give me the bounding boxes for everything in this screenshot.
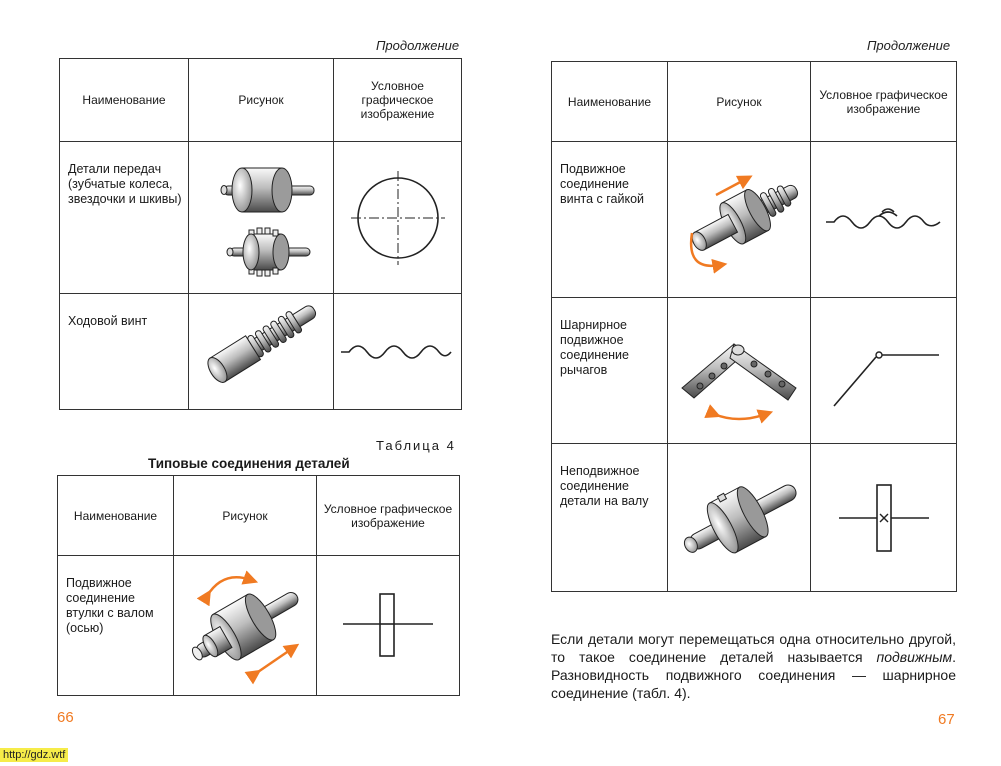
page-left xyxy=(0,0,500,766)
row-name: Шарнирное подвижное соединение рычагов xyxy=(552,298,668,444)
fixed-part-on-shaft-icon xyxy=(674,463,804,573)
hinged-levers-icon xyxy=(674,316,804,426)
paragraph-emphasis: подвижным xyxy=(876,649,953,665)
table-header-row xyxy=(58,476,460,556)
bushing-on-shaft-icon xyxy=(185,566,305,686)
row-picture xyxy=(668,142,811,298)
row-picture xyxy=(189,142,334,294)
page-number: 66 xyxy=(57,709,74,726)
table-row xyxy=(552,142,957,298)
page-right xyxy=(500,0,1001,766)
wavy-arc-symbol xyxy=(824,200,944,240)
row-name: Неподвижное соединение детали на валу xyxy=(552,444,668,592)
paragraph-part-2: . Разновидность подвижного соединения — шарнирное соединение (табл. 4). xyxy=(551,649,956,701)
row-symbol xyxy=(334,294,462,410)
table-title: Типовые соединения деталей xyxy=(148,456,350,471)
continuation-label: Продолжение xyxy=(867,38,951,53)
body-paragraph xyxy=(551,630,956,702)
row-picture xyxy=(668,298,811,444)
row-symbol xyxy=(811,142,957,298)
table-row xyxy=(552,444,957,592)
gear-and-pulley-icon xyxy=(196,148,326,288)
header-name: Наименование xyxy=(58,476,174,556)
table-connections xyxy=(57,475,460,696)
page-number: 67 xyxy=(938,711,955,728)
paragraph-part-1: Если детали могут перемещаться одна относительно другой, то такое соединение деталей называется xyxy=(551,631,956,665)
table-row xyxy=(60,294,462,410)
header-symbol: Условное графическое изображение xyxy=(317,476,460,556)
screw-nut-icon xyxy=(674,155,804,285)
table-header-row xyxy=(552,62,957,142)
wavy-line-symbol xyxy=(339,332,457,372)
table-row xyxy=(552,298,957,444)
lead-screw-icon xyxy=(194,304,329,399)
header-picture: Рисунок xyxy=(189,59,334,142)
row-name: Подвижное соединение винта с гайкой xyxy=(552,142,668,298)
header-symbol: Условное графическое изображение xyxy=(811,62,957,142)
hinge-symbol xyxy=(824,331,944,411)
row-name: Подвижное соединение втулки с валом (осью) xyxy=(58,556,174,696)
table-connections-continued xyxy=(551,61,957,592)
header-name: Наименование xyxy=(60,59,189,142)
watermark-link[interactable]: http://gdz.wtf xyxy=(0,748,68,762)
row-symbol xyxy=(317,556,460,696)
circle-crosshair-symbol xyxy=(343,163,453,273)
table-label: Таблица 4 xyxy=(376,438,456,453)
row-picture xyxy=(189,294,334,410)
table-details xyxy=(59,58,462,410)
row-picture xyxy=(174,556,317,696)
row-symbol xyxy=(811,444,957,592)
row-symbol xyxy=(334,142,462,294)
row-name: Ходовой винт xyxy=(60,294,189,410)
header-picture: Рисунок xyxy=(174,476,317,556)
continuation-label: Продолжение xyxy=(376,38,460,53)
table-row xyxy=(58,556,460,696)
header-name: Наименование xyxy=(552,62,668,142)
cross-rectangle-symbol xyxy=(338,591,438,661)
header-symbol: Условное графическое изображение xyxy=(334,59,462,142)
row-symbol xyxy=(811,298,957,444)
table-header-row xyxy=(60,59,462,142)
table-row xyxy=(60,142,462,294)
cross-rectangle-x-symbol xyxy=(834,482,934,554)
row-picture xyxy=(668,444,811,592)
header-picture: Рисунок xyxy=(668,62,811,142)
row-name: Детали передач (зубчатые колеса, звездочки и шкивы) xyxy=(60,142,189,294)
